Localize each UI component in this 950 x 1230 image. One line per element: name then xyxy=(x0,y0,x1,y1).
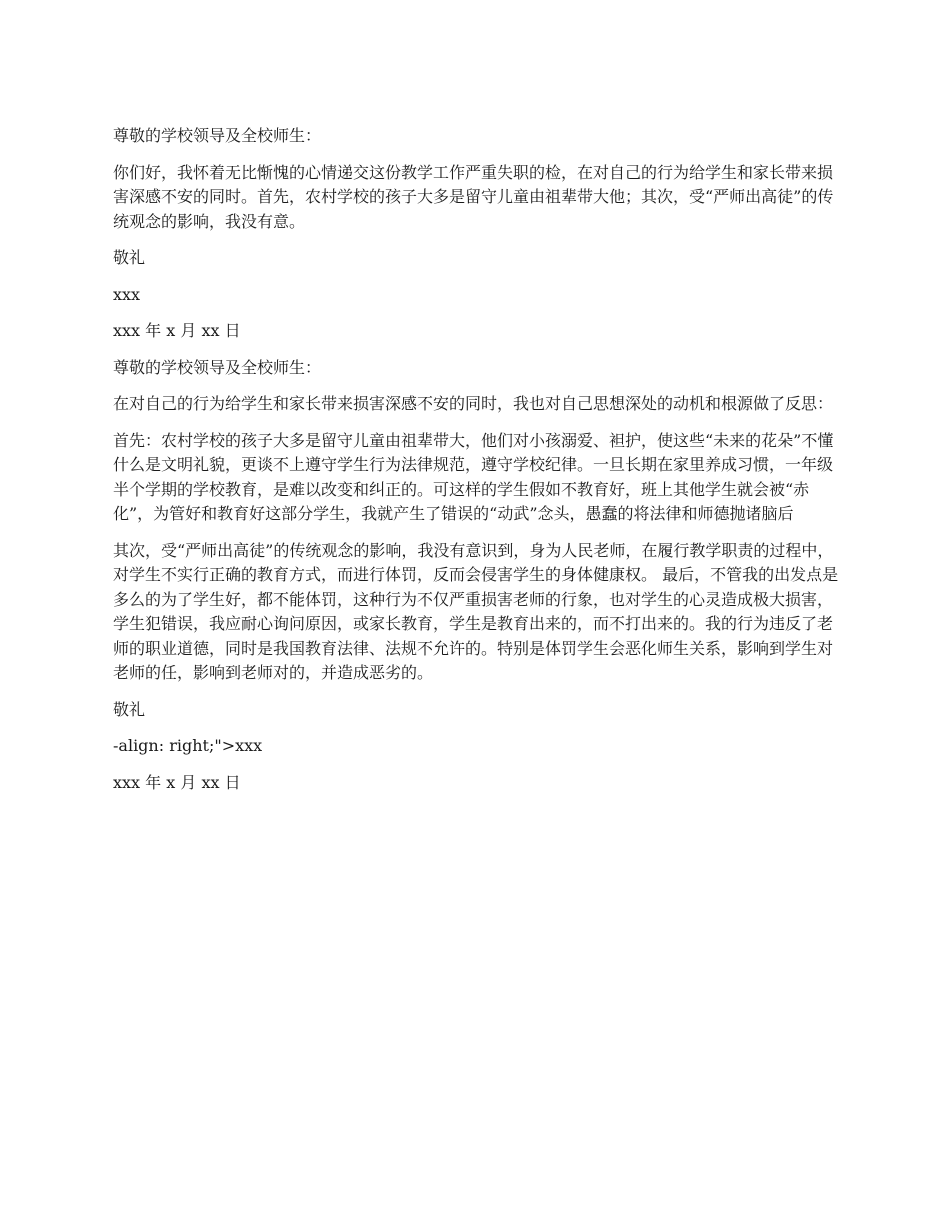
body-paragraph: 在对自己的行为给学生和家长带来损害深感不安的同时，我也对自己思想深处的动机和根源做了反思： xyxy=(113,394,834,413)
date-line: xxx 年 x 月 xx 日 xyxy=(113,772,241,792)
closing: 敬礼 xyxy=(113,248,146,267)
salutation: 尊敬的学校领导及全校师生： xyxy=(113,126,322,145)
date-line: xxx 年 x 月 xx 日 xyxy=(113,321,241,340)
document-body xyxy=(113,124,841,807)
signature: -align: right;">xxx xyxy=(113,736,263,755)
body-paragraph: 首先：农村学校的孩子大多是留守儿童由祖辈带大，他们对小孩溺爱、袒护，使这些“未来的花朵”不懂什么是文明礼貌，更谈不上遵守学生行为法律规范，遵守学校纪律。一旦长期在家里养成习惯，一年级半个学期的学校教育，是难以改变和纠正的。可这样的学生假如不教育好，班上其他学生就会被“赤化”，为管好和教育好这部分学生，我就产生了错误的“动武”念头，愚蠢的将法律和师德抛诸脑后 xyxy=(113,430,834,523)
salutation: 尊敬的学校领导及全校师生： xyxy=(113,357,322,377)
body-paragraph: 其次，受“严师出高徒”的传统观念的影响，我没有意识到，身为人民老师，在履行教学职责的过程中，对学生不实行正确的教育方式，而进行体罚，反而会侵害学生的身体健康权。 最后，不管我的出发点是多么的为了学生好，都不能体罚，这种行为不仅严重损害老师的行象，也对学生的心灵造成极大损害，学生犯错误，我应耐心询问原因，或家长教育，学生是教育出来的，而不打出来的。我的行为违反了老师的职业道德，同时是我国教育法律、法规不允许的。特别是体罚学生会恶化师生关系，影响到学生对老师的任，影响到老师对的，并造成恶劣的。 xyxy=(113,540,839,682)
signature: xxx xyxy=(113,284,141,304)
closing: 敬礼 xyxy=(113,699,146,719)
body-paragraph: 你们好，我怀着无比惭愧的心情递交这份教学工作严重失职的检，在对自己的行为给学生和家长带来损害深感不安的同时。首先，农村学校的孩子大多是留守儿童由祖辈带大他；其次，受“严师出高徒”的传统观念的影响，我没有意。 xyxy=(113,162,834,231)
